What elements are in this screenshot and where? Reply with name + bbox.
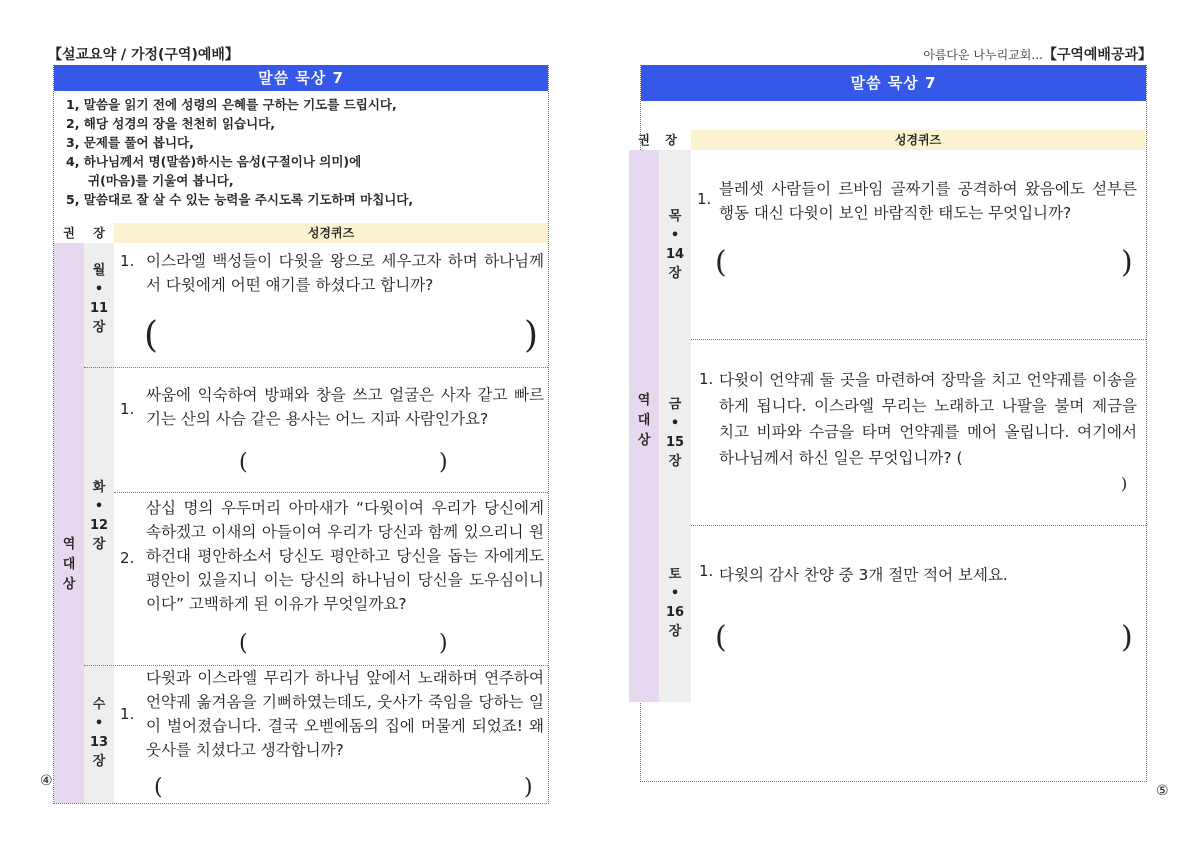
question-text: 다윗의 감사 찬양 중 3개 절만 적어 보세요. — [719, 566, 1008, 584]
col-header-jang: 장 — [93, 226, 105, 240]
book-name: 역 대 상 — [62, 537, 76, 592]
answer-paren-open: ( — [239, 450, 248, 475]
row-separator — [84, 367, 548, 368]
instruction-line: 3, 문제를 풀어 봅니다, — [66, 135, 194, 150]
instruction-line: 5, 말씀대로 잘 살 수 있는 능력을 주시도록 기도하며 마칩니다, — [66, 192, 414, 207]
right-page — [637, 65, 1147, 782]
row-separator — [114, 492, 548, 493]
instruction-line: 귀(마음)를 기울여 봅니다, — [88, 173, 234, 188]
header-left-title: 【설교요약 / 가정(구역)예배】 — [48, 47, 239, 63]
col-header-gwon: 권 — [638, 133, 650, 147]
question-text: 이스라엘 백성들이 다윗을 왕으로 세우고자 하며 하나님께서 다윗에게 어떤 얘기를 하셨다고 합니까? — [146, 252, 544, 294]
instruction-line: 4, 하나님께서 명(말씀)하시는 음성(구절이나 의미)에 — [66, 154, 362, 169]
question-number: 2. — [120, 549, 135, 567]
answer-field[interactable] — [806, 473, 1116, 495]
question-number: 1. — [120, 705, 135, 723]
answer-paren-open: ( — [715, 245, 727, 280]
answer-field[interactable] — [166, 777, 516, 801]
answer-paren-close: ) — [439, 631, 448, 656]
answer-field[interactable] — [162, 323, 517, 359]
question-text: 다윗과 이스라엘 무리가 하나님 앞에서 노래하며 연주하여 언약궤 옮겨옴을 기뻐하였는데도, 웃사가 죽임을 당하는 일이 벌어졌습니다. 결국 오벧에돔의 집에 머물게 되었죠! 왜 웃사를 치셨다고 생각합니까? — [146, 669, 544, 759]
question-number: 1. — [697, 190, 712, 208]
answer-paren-close: ) — [1121, 474, 1128, 493]
right-page-title: 말씀 묵상 7 — [641, 65, 1146, 101]
left-page — [53, 65, 549, 804]
day-monday-ch11: 월 • 11 장 — [89, 263, 109, 335]
instructions — [66, 95, 413, 209]
question-text: 다윗이 언약궤 둘 곳을 마련하여 장막을 치고 언약궤를 이송을 하게 됩니다. 이스라엘 무리는 노래하고 나팔을 불며 제금을 치고 비파와 수금을 타며 언약궤를 메어 올립니다. 여기에서 하나님께서 하신 일은 무엇입니까? ( — [719, 371, 1137, 467]
question-number: 1. — [699, 562, 714, 580]
answer-paren-close: ) — [524, 315, 539, 356]
header-right — [923, 44, 1152, 64]
answer-paren-close: ) — [439, 450, 448, 475]
day-tuesday-ch12: 화 • 12 장 — [89, 480, 109, 552]
day-saturday-ch16: 토 • 16 장 — [665, 567, 685, 639]
col-header-quiz: 성경퀴즈 — [691, 130, 1145, 150]
day-thursday-ch14: 목 • 14 장 — [665, 209, 685, 281]
question-text: 싸움에 익숙하여 방패와 창을 쓰고 얼굴은 사자 같고 빠르기는 산의 사슴 같은 용사는 어느 지파 사람인가요? — [146, 386, 544, 428]
answer-paren-open: ( — [715, 620, 727, 655]
col-header-gwon: 권 — [63, 226, 75, 240]
question-number: 1. — [699, 370, 714, 388]
answer-field[interactable] — [252, 452, 432, 478]
question-text: 블레셋 사람들이 르바임 골짜기를 공격하여 왔음에도 섣부른 행동 대신 다윗이 보인 바람직한 태도는 무엇입니까? — [719, 180, 1137, 222]
instruction-line: 1, 말씀을 읽기 전에 성령의 은혜를 구하는 기도를 드립시다, — [66, 97, 397, 112]
answer-paren-open: ( — [154, 775, 163, 800]
answer-paren-close: ) — [524, 775, 533, 800]
book-name: 역 대 상 — [637, 393, 651, 448]
answer-field[interactable] — [252, 633, 432, 659]
header-right-church: 아름다운 나누리교회... — [923, 48, 1043, 62]
answer-paren-open: ( — [239, 631, 248, 656]
answer-field[interactable] — [733, 251, 1113, 281]
header-right-title: 【구역예배공과】 — [1042, 47, 1152, 63]
question-number: 1. — [120, 252, 135, 270]
row-separator — [691, 339, 1146, 340]
question-number: 1. — [120, 400, 135, 418]
left-page-title: 말씀 묵상 7 — [54, 65, 548, 91]
row-separator — [691, 525, 1146, 526]
book-column — [54, 243, 84, 803]
col-header-jang: 장 — [665, 133, 677, 147]
page-number-right: ⑤ — [1156, 783, 1169, 799]
question-text: 삼십 명의 우두머리 아마새가 “다윗이여 우리가 당신에게 속하겠고 이새의 아들이여 우리가 당신과 함께 있으리니 원하건대 평안하소서 당신도 평안하고 당신을 돕는 자에게도 평안이 있을지니 이는 당신의 하나님이 당신을 도우심이니이다” 고백하게 된 이유가 무엇일까요? — [146, 499, 544, 613]
page-number-left: ④ — [40, 773, 53, 789]
answer-field[interactable] — [733, 625, 1113, 655]
instruction-line: 2, 해당 성경의 장을 천천히 읽습니다, — [66, 116, 276, 131]
answer-paren-open: ( — [144, 315, 159, 356]
answer-paren-close: ) — [1121, 245, 1133, 280]
col-header-quiz: 성경퀴즈 — [114, 223, 548, 243]
day-friday-ch15: 금 • 15 장 — [665, 397, 685, 469]
day-wednesday-ch13: 수 • 13 장 — [89, 697, 109, 769]
answer-paren-close: ) — [1121, 620, 1133, 655]
